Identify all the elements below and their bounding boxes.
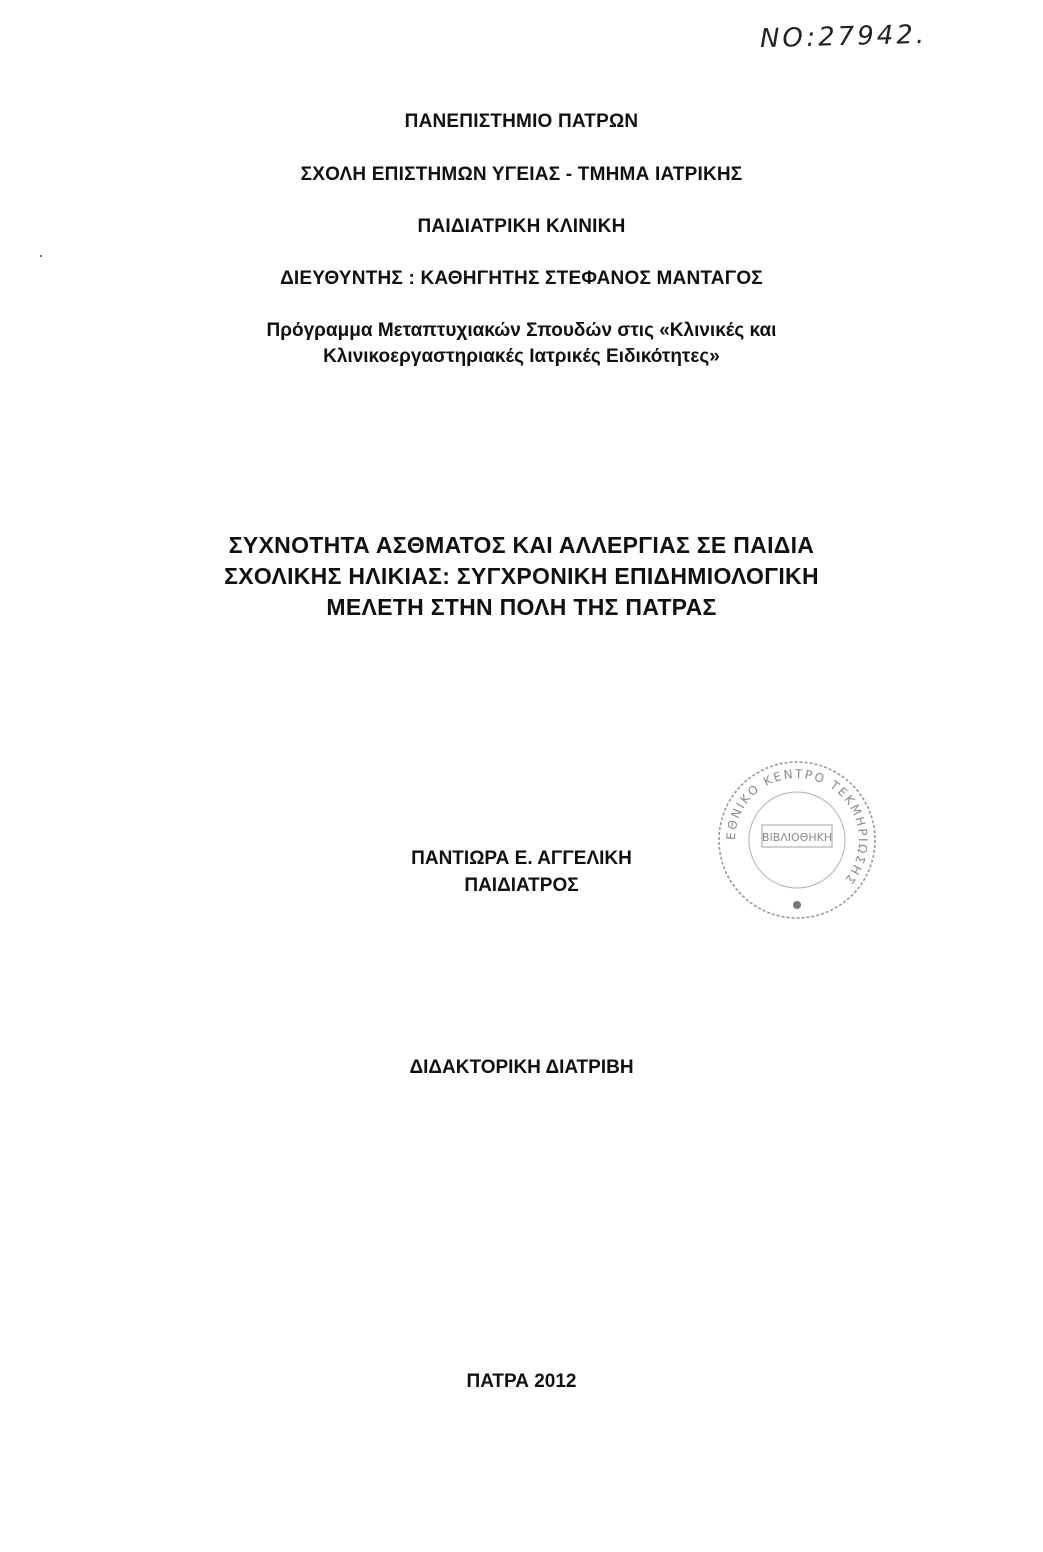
thesis-title-line-1: ΣΥΧΝΟΤΗΤΑ ΑΣΘΜΑΤΟΣ ΚΑΙ ΑΛΛΕΡΓΙΑΣ ΣΕ ΠΑΙΔΙΑ (228, 532, 815, 558)
stamp-ring-text (724, 767, 870, 888)
clinic-name: ΠΑΙΔΙΑΤΡΙΚΗ ΚΛΙΝΙΚΗ (417, 216, 626, 237)
thesis-title-line-2: ΣΧΟΛΙΚΗΣ ΗΛΙΚΙΑΣ: ΣΥΓΧΡΟΝΙΚΗ ΕΠΙΔΗΜΙΟΛΟΓΙΚΗ (224, 563, 819, 589)
library-stamp (712, 755, 882, 925)
author-role: ΠΑΙΔΙΑΤΡΟΣ (464, 875, 579, 896)
thesis-title-line-3: ΜΕΛΕΤΗ ΣΤΗΝ ΠΟΛΗ ΤΗΣ ΠΑΤΡΑΣ (326, 594, 717, 620)
program-line-1: Πρόγραμμα Μεταπτυχιακών Σπουδών στις «Κλινικές και (266, 320, 777, 341)
stamp-dot (793, 901, 801, 909)
author-name: ΠΑΝΤΙΩΡΑ Ε. ΑΓΓΕΛΙΚΗ (411, 848, 632, 869)
school-name: ΣΧΟΛΗ ΕΠΙΣΤΗΜΩΝ ΥΓΕΙΑΣ - ΤΜΗΜΑ ΙΑΤΡΙΚΗΣ (300, 164, 743, 185)
program-line-2: Κλινικοεργαστηριακές Ιατρικές Ειδικότητες» (323, 346, 720, 367)
handwritten-catalog-number: NO:27942. (759, 19, 928, 55)
scan-speck (40, 255, 42, 257)
document-type: ΔΙΔΑΚΤΟΡΙΚΗ ΔΙΑΤΡΙΒΗ (409, 1057, 634, 1078)
stamp-ring-textpath: ΕΘΝΙΚΟ ΚΕΝΤΡΟ ΤΕΚΜΗΡΙΩΣΗΣ (723, 766, 871, 888)
university-name: ΠΑΝΕΠΙΣΤΗΜΙΟ ΠΑΤΡΩΝ (404, 111, 639, 132)
stamp-center-text: ΒΙΒΛΙΟΘΗΚΗ (761, 831, 833, 844)
place-and-year: ΠΑΤΡΑ 2012 (466, 1371, 577, 1392)
director-line: ΔΙΕΥΘΥΝΤΗΣ : ΚΑΘΗΓΗΤΗΣ ΣΤΕΦΑΝΟΣ ΜΑΝΤΑΓΟΣ (280, 268, 763, 289)
